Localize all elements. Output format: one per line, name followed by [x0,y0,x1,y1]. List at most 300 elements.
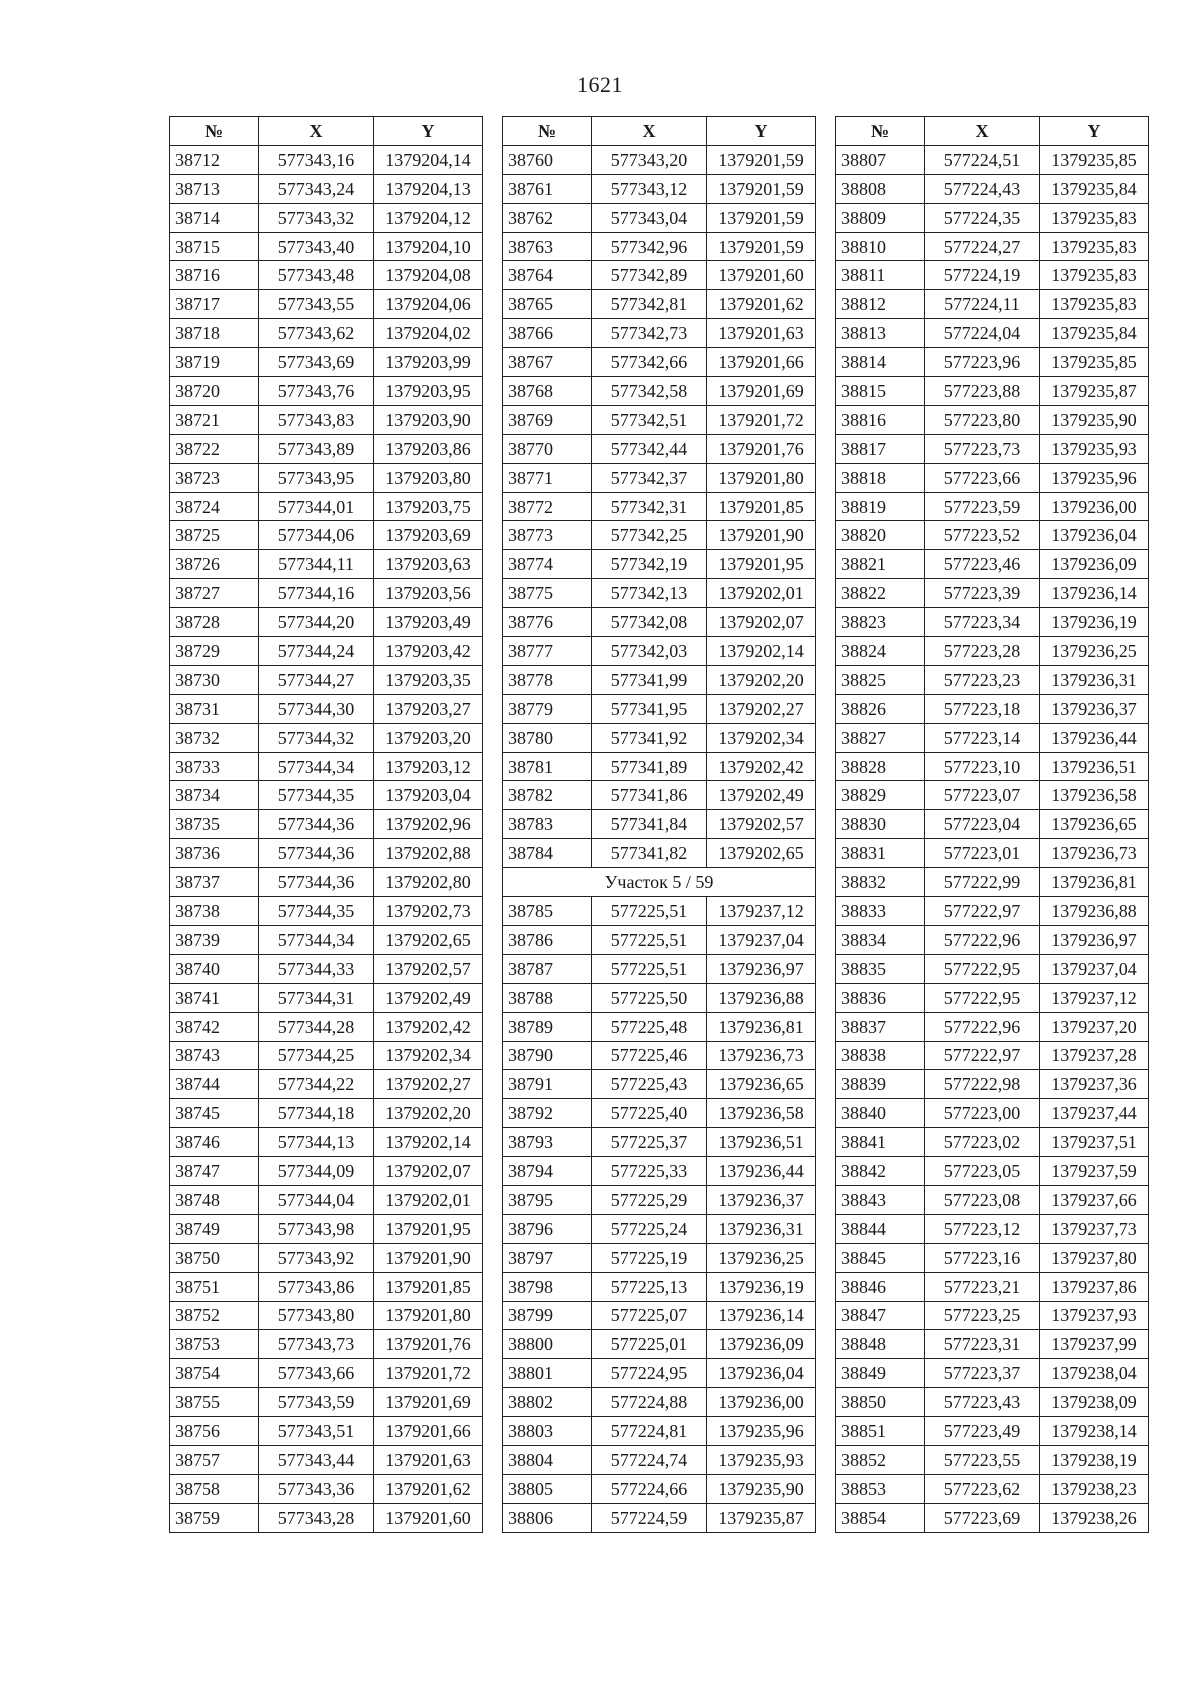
table-row [170,1445,483,1474]
point-number-cell: 38742 [170,1012,259,1041]
x-coordinate-cell: 577223,73 [925,434,1040,463]
table-row [170,1388,483,1417]
y-coordinate-cell: 1379236,88 [1040,897,1149,926]
point-number-cell: 38744 [170,1070,259,1099]
y-coordinate-cell: 1379237,44 [1040,1099,1149,1128]
point-number-cell: 38844 [836,1214,925,1243]
y-coordinate-cell: 1379238,09 [1040,1388,1149,1417]
x-coordinate-cell: 577223,12 [925,1214,1040,1243]
table-row [836,550,1149,579]
y-coordinate-cell: 1379201,62 [374,1474,483,1503]
point-number-cell: 38765 [503,290,592,319]
x-coordinate-cell: 577222,98 [925,1070,1040,1099]
y-coordinate-cell: 1379202,14 [374,1128,483,1157]
table-row [170,492,483,521]
point-number-cell: 38757 [170,1445,259,1474]
y-coordinate-cell: 1379236,37 [1040,694,1149,723]
section-row [503,868,816,897]
table-row [503,839,816,868]
point-number-cell: 38713 [170,174,259,203]
y-coordinate-cell: 1379238,23 [1040,1474,1149,1503]
table-row [170,983,483,1012]
table-row [170,954,483,983]
point-number-cell: 38756 [170,1417,259,1446]
y-coordinate-cell: 1379237,73 [1040,1214,1149,1243]
y-coordinate-cell: 1379201,60 [374,1503,483,1532]
table-row [170,348,483,377]
y-coordinate-cell: 1379236,31 [1040,665,1149,694]
y-coordinate-cell: 1379237,36 [1040,1070,1149,1099]
table-row [836,1214,1149,1243]
point-number-cell: 38721 [170,405,259,434]
table-row [503,550,816,579]
y-coordinate-cell: 1379237,59 [1040,1157,1149,1186]
table-row [503,492,816,521]
x-coordinate-cell: 577344,09 [259,1157,374,1186]
coordinates-table-2 [502,116,816,1533]
table-row [503,1272,816,1301]
x-coordinate-cell: 577343,20 [592,145,707,174]
x-coordinate-cell: 577344,36 [259,868,374,897]
x-coordinate-cell: 577344,01 [259,492,374,521]
point-number-cell: 38754 [170,1359,259,1388]
point-number-cell: 38789 [503,1012,592,1041]
point-number-cell: 38761 [503,174,592,203]
x-coordinate-cell: 577344,20 [259,608,374,637]
x-coordinate-cell: 577222,96 [925,925,1040,954]
point-number-cell: 38747 [170,1157,259,1186]
x-coordinate-cell: 577342,44 [592,434,707,463]
point-number-cell: 38745 [170,1099,259,1128]
table-row [503,463,816,492]
y-coordinate-cell: 1379204,10 [374,232,483,261]
point-number-cell: 38816 [836,405,925,434]
point-number-cell: 38760 [503,145,592,174]
y-coordinate-cell: 1379201,76 [707,434,816,463]
y-coordinate-cell: 1379236,04 [707,1359,816,1388]
point-number-cell: 38764 [503,261,592,290]
table-row [170,1128,483,1157]
x-coordinate-cell: 577223,14 [925,723,1040,752]
y-coordinate-cell: 1379236,44 [1040,723,1149,752]
point-number-cell: 38782 [503,781,592,810]
point-number-cell: 38826 [836,694,925,723]
y-coordinate-cell: 1379236,65 [707,1070,816,1099]
x-coordinate-cell: 577343,89 [259,434,374,463]
header-x: X [592,117,707,146]
y-coordinate-cell: 1379202,07 [707,608,816,637]
table-row [836,1128,1149,1157]
x-coordinate-cell: 577343,95 [259,463,374,492]
table-row [503,145,816,174]
y-coordinate-cell: 1379202,34 [707,723,816,752]
table-row [170,434,483,463]
point-number-cell: 38781 [503,752,592,781]
x-coordinate-cell: 577224,51 [925,145,1040,174]
y-coordinate-cell: 1379237,04 [707,925,816,954]
table-row [503,405,816,434]
x-coordinate-cell: 577224,74 [592,1445,707,1474]
table-row [503,1243,816,1272]
point-number-cell: 38835 [836,954,925,983]
y-coordinate-cell: 1379236,65 [1040,810,1149,839]
x-coordinate-cell: 577225,19 [592,1243,707,1272]
table-row [836,897,1149,926]
x-coordinate-cell: 577341,89 [592,752,707,781]
y-coordinate-cell: 1379202,20 [374,1099,483,1128]
table-row [503,810,816,839]
x-coordinate-cell: 577225,43 [592,1070,707,1099]
y-coordinate-cell: 1379238,14 [1040,1417,1149,1446]
table-row [503,521,816,550]
y-coordinate-cell: 1379235,83 [1040,232,1149,261]
x-coordinate-cell: 577223,52 [925,521,1040,550]
point-number-cell: 38762 [503,203,592,232]
point-number-cell: 38770 [503,434,592,463]
x-coordinate-cell: 577342,37 [592,463,707,492]
y-coordinate-cell: 1379201,72 [374,1359,483,1388]
point-number-cell: 38812 [836,290,925,319]
table-row [170,145,483,174]
y-coordinate-cell: 1379201,63 [374,1445,483,1474]
point-number-cell: 38767 [503,348,592,377]
table-row [503,694,816,723]
y-coordinate-cell: 1379201,62 [707,290,816,319]
y-coordinate-cell: 1379236,25 [707,1243,816,1272]
point-number-cell: 38833 [836,897,925,926]
point-number-cell: 38820 [836,521,925,550]
table-row [170,1185,483,1214]
point-number-cell: 38768 [503,377,592,406]
y-coordinate-cell: 1379237,66 [1040,1185,1149,1214]
table-row [170,1099,483,1128]
point-number-cell: 38809 [836,203,925,232]
x-coordinate-cell: 577344,27 [259,665,374,694]
y-coordinate-cell: 1379203,20 [374,723,483,752]
x-coordinate-cell: 577344,06 [259,521,374,550]
y-coordinate-cell: 1379236,14 [1040,579,1149,608]
x-coordinate-cell: 577344,33 [259,954,374,983]
x-coordinate-cell: 577223,04 [925,810,1040,839]
x-coordinate-cell: 577342,66 [592,348,707,377]
point-number-cell: 38818 [836,463,925,492]
x-coordinate-cell: 577223,21 [925,1272,1040,1301]
point-number-cell: 38752 [170,1301,259,1330]
table-row [170,319,483,348]
x-coordinate-cell: 577223,23 [925,665,1040,694]
table-row [503,983,816,1012]
y-coordinate-cell: 1379238,19 [1040,1445,1149,1474]
table-row [836,1272,1149,1301]
point-number-cell: 38773 [503,521,592,550]
x-coordinate-cell: 577225,29 [592,1185,707,1214]
y-coordinate-cell: 1379202,57 [374,954,483,983]
x-coordinate-cell: 577344,04 [259,1185,374,1214]
x-coordinate-cell: 577223,28 [925,637,1040,666]
y-coordinate-cell: 1379203,27 [374,694,483,723]
point-number-cell: 38810 [836,232,925,261]
table-row [503,1214,816,1243]
table-row [503,1330,816,1359]
y-coordinate-cell: 1379236,19 [707,1272,816,1301]
x-coordinate-cell: 577224,43 [925,174,1040,203]
table-row [836,261,1149,290]
y-coordinate-cell: 1379204,13 [374,174,483,203]
x-coordinate-cell: 577344,35 [259,897,374,926]
x-coordinate-cell: 577343,98 [259,1214,374,1243]
x-coordinate-cell: 577224,04 [925,319,1040,348]
point-number-cell: 38714 [170,203,259,232]
table-row [503,925,816,954]
point-number-cell: 38751 [170,1272,259,1301]
y-coordinate-cell: 1379202,73 [374,897,483,926]
x-coordinate-cell: 577225,33 [592,1157,707,1186]
y-coordinate-cell: 1379236,88 [707,983,816,1012]
point-number-cell: 38772 [503,492,592,521]
y-coordinate-cell: 1379202,27 [707,694,816,723]
point-number-cell: 38840 [836,1099,925,1128]
y-coordinate-cell: 1379237,80 [1040,1243,1149,1272]
y-coordinate-cell: 1379236,31 [707,1214,816,1243]
table-row [836,145,1149,174]
table-row [836,377,1149,406]
table-row [503,608,816,637]
x-coordinate-cell: 577225,48 [592,1012,707,1041]
x-coordinate-cell: 577344,32 [259,723,374,752]
table-row [503,1445,816,1474]
x-coordinate-cell: 577343,12 [592,174,707,203]
y-coordinate-cell: 1379238,04 [1040,1359,1149,1388]
x-coordinate-cell: 577223,39 [925,579,1040,608]
x-coordinate-cell: 577224,95 [592,1359,707,1388]
table-row [836,463,1149,492]
table-row [170,1012,483,1041]
y-coordinate-cell: 1379236,25 [1040,637,1149,666]
x-coordinate-cell: 577344,11 [259,550,374,579]
table-row [170,1243,483,1272]
table-row [503,348,816,377]
point-number-cell: 38805 [503,1474,592,1503]
y-coordinate-cell: 1379201,95 [374,1214,483,1243]
y-coordinate-cell: 1379204,06 [374,290,483,319]
table-row [503,1185,816,1214]
y-coordinate-cell: 1379235,87 [707,1503,816,1532]
point-number-cell: 38787 [503,954,592,983]
point-number-cell: 38804 [503,1445,592,1474]
point-number-cell: 38845 [836,1243,925,1272]
y-coordinate-cell: 1379203,99 [374,348,483,377]
y-coordinate-cell: 1379202,57 [707,810,816,839]
y-coordinate-cell: 1379237,93 [1040,1301,1149,1330]
point-number-cell: 38723 [170,463,259,492]
x-coordinate-cell: 577343,16 [259,145,374,174]
x-coordinate-cell: 577342,73 [592,319,707,348]
table-row [503,1099,816,1128]
table-header-row [170,117,483,146]
table-row [836,1445,1149,1474]
x-coordinate-cell: 577344,36 [259,810,374,839]
x-coordinate-cell: 577222,95 [925,983,1040,1012]
table-row [503,637,816,666]
table-row [170,1272,483,1301]
y-coordinate-cell: 1379235,93 [707,1445,816,1474]
x-coordinate-cell: 577343,40 [259,232,374,261]
y-coordinate-cell: 1379237,28 [1040,1041,1149,1070]
y-coordinate-cell: 1379201,80 [374,1301,483,1330]
point-number-cell: 38807 [836,145,925,174]
x-coordinate-cell: 577343,44 [259,1445,374,1474]
x-coordinate-cell: 577342,58 [592,377,707,406]
y-coordinate-cell: 1379236,73 [1040,839,1149,868]
x-coordinate-cell: 577223,62 [925,1474,1040,1503]
point-number-cell: 38838 [836,1041,925,1070]
x-coordinate-cell: 577223,18 [925,694,1040,723]
table-row [836,810,1149,839]
point-number-cell: 38819 [836,492,925,521]
x-coordinate-cell: 577343,24 [259,174,374,203]
point-number-cell: 38743 [170,1041,259,1070]
y-coordinate-cell: 1379236,19 [1040,608,1149,637]
point-number-cell: 38802 [503,1388,592,1417]
table-row [836,723,1149,752]
table-header-row [503,117,816,146]
table-row [836,1070,1149,1099]
table-row [836,405,1149,434]
y-coordinate-cell: 1379202,01 [707,579,816,608]
point-number-cell: 38728 [170,608,259,637]
table-row [170,232,483,261]
x-coordinate-cell: 577342,03 [592,637,707,666]
x-coordinate-cell: 577342,19 [592,550,707,579]
y-coordinate-cell: 1379201,90 [707,521,816,550]
y-coordinate-cell: 1379202,42 [707,752,816,781]
x-coordinate-cell: 577343,80 [259,1301,374,1330]
header-y: Y [707,117,816,146]
point-number-cell: 38775 [503,579,592,608]
table-row [503,1474,816,1503]
table-row [836,839,1149,868]
x-coordinate-cell: 577224,66 [592,1474,707,1503]
x-coordinate-cell: 577344,36 [259,839,374,868]
table-row [170,579,483,608]
y-coordinate-cell: 1379236,73 [707,1041,816,1070]
table-row [836,925,1149,954]
point-number-cell: 38712 [170,145,259,174]
y-coordinate-cell: 1379203,90 [374,405,483,434]
y-coordinate-cell: 1379235,84 [1040,174,1149,203]
x-coordinate-cell: 577223,37 [925,1359,1040,1388]
x-coordinate-cell: 577344,22 [259,1070,374,1099]
point-number-cell: 38738 [170,897,259,926]
table-row [170,637,483,666]
x-coordinate-cell: 577225,07 [592,1301,707,1330]
x-coordinate-cell: 577341,82 [592,839,707,868]
table-row [170,1214,483,1243]
point-number-cell: 38758 [170,1474,259,1503]
table-row [503,1388,816,1417]
table-row [503,1128,816,1157]
y-coordinate-cell: 1379201,59 [707,203,816,232]
table-row [170,1041,483,1070]
table-row [503,290,816,319]
x-coordinate-cell: 577343,51 [259,1417,374,1446]
point-number-cell: 38834 [836,925,925,954]
x-coordinate-cell: 577222,97 [925,1041,1040,1070]
y-coordinate-cell: 1379201,66 [707,348,816,377]
table-row [170,405,483,434]
table-row [503,1157,816,1186]
table-row [170,868,483,897]
table-row [503,319,816,348]
point-number-cell: 38823 [836,608,925,637]
table-row [836,1359,1149,1388]
y-coordinate-cell: 1379201,59 [707,145,816,174]
point-number-cell: 38746 [170,1128,259,1157]
y-coordinate-cell: 1379203,42 [374,637,483,666]
y-coordinate-cell: 1379236,81 [707,1012,816,1041]
x-coordinate-cell: 577222,99 [925,868,1040,897]
x-coordinate-cell: 577342,89 [592,261,707,290]
point-number-cell: 38796 [503,1214,592,1243]
point-number-cell: 38842 [836,1157,925,1186]
x-coordinate-cell: 577344,34 [259,925,374,954]
point-number-cell: 38828 [836,752,925,781]
table-row [836,1243,1149,1272]
y-coordinate-cell: 1379202,42 [374,1012,483,1041]
table-row [836,694,1149,723]
table-row [503,954,816,983]
x-coordinate-cell: 577343,83 [259,405,374,434]
x-coordinate-cell: 577343,66 [259,1359,374,1388]
point-number-cell: 38795 [503,1185,592,1214]
table-row [170,925,483,954]
table-row [836,1503,1149,1532]
x-coordinate-cell: 577343,59 [259,1388,374,1417]
point-number-cell: 38736 [170,839,259,868]
point-number-cell: 38811 [836,261,925,290]
x-coordinate-cell: 577223,02 [925,1128,1040,1157]
point-number-cell: 38777 [503,637,592,666]
point-number-cell: 38718 [170,319,259,348]
point-number-cell: 38803 [503,1417,592,1446]
table-row [170,723,483,752]
point-number-cell: 38825 [836,665,925,694]
point-number-cell: 38720 [170,377,259,406]
table-row [836,1301,1149,1330]
point-number-cell: 38730 [170,665,259,694]
point-number-cell: 38832 [836,868,925,897]
table-row [836,1474,1149,1503]
table-row [170,1359,483,1388]
y-coordinate-cell: 1379202,20 [707,665,816,694]
table-row [170,694,483,723]
header-no: № [503,117,592,146]
x-coordinate-cell: 577224,88 [592,1388,707,1417]
point-number-cell: 38722 [170,434,259,463]
x-coordinate-cell: 577344,18 [259,1099,374,1128]
y-coordinate-cell: 1379235,96 [1040,463,1149,492]
y-coordinate-cell: 1379203,63 [374,550,483,579]
table-row [503,377,816,406]
coordinates-table-1 [169,116,483,1533]
table-header-row [836,117,1149,146]
table-row [836,232,1149,261]
y-coordinate-cell: 1379202,65 [374,925,483,954]
point-number-cell: 38791 [503,1070,592,1099]
point-number-cell: 38849 [836,1359,925,1388]
y-coordinate-cell: 1379204,08 [374,261,483,290]
x-coordinate-cell: 577341,86 [592,781,707,810]
